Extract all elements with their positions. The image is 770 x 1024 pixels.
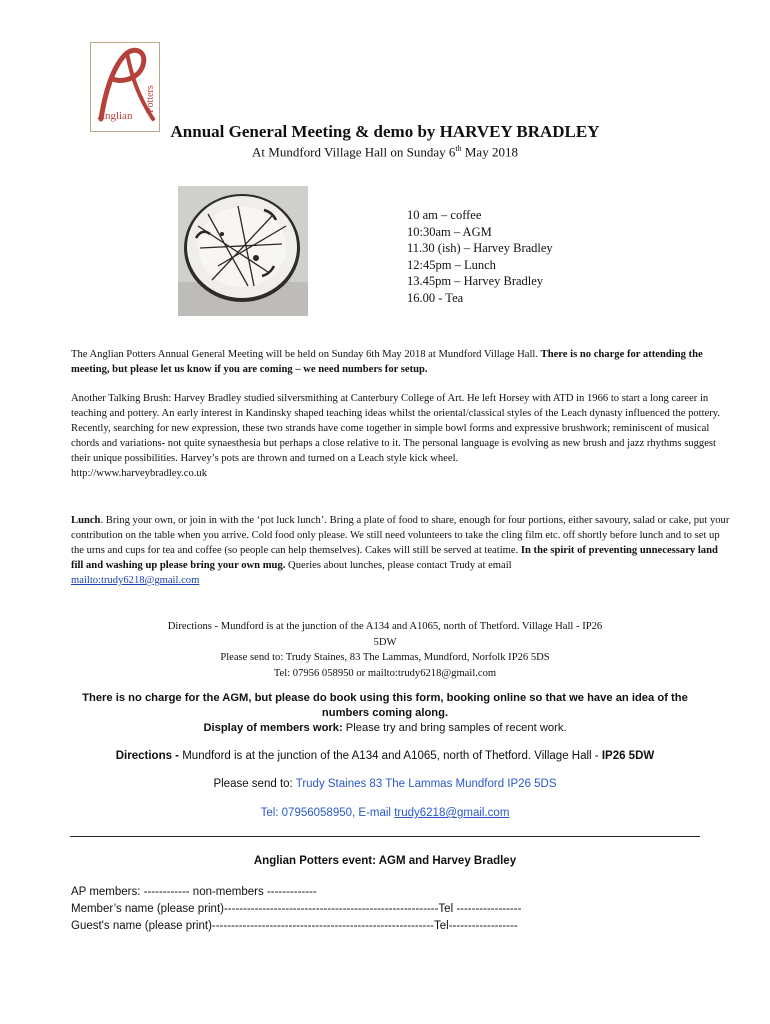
page-subtitle: At Mundford Village Hall on Sunday 6th May 2018: [252, 144, 518, 160]
logo-text-potters: Potters: [145, 85, 156, 113]
lunch-paragraph: Lunch. Bring your own, or join in with the ‘pot luck lunch’. Bring a plate of food to share, enough for four portions, either savoury, salad or cake, put your contribution on the table when you arrive. Cold food only please. We still need volunteers to take the cling film etc. off shortly before lunch and to set up the urns and cups for tea and coffee (so people can help themselves). Cakes will still be served at teatime. In the spirit of preventing unnecessary land fill and washing up please bring your own mug. Queries about lunches, please contact Trudy at email mailto:trudy6218@gmail.com: [71, 515, 730, 586]
directions-block: [100, 619, 670, 681]
anglian-potters-logo: [90, 42, 160, 132]
member-name-field[interactable]: Member’s name (please print)--------------------------------------------------------Tel -----------------: [71, 903, 522, 915]
display-work-line: Display of members work: Please try and bring samples of recent work.: [203, 722, 567, 734]
page-title: Annual General Meeting & demo by HARVEY BRADLEY: [170, 122, 600, 141]
booking-form: [71, 884, 521, 935]
agm-intro-paragraph: The Anglian Potters Annual General Meeting will be held on Sunday 6th May 2018 at Mundford Village Hall. There is no charge for attending the meeting, but please let us know if you are coming – we need numbers for setup.: [71, 349, 703, 375]
send-to-footer: Please send to: Trudy Staines 83 The Lammas Mundford IP26 5DS: [213, 778, 557, 790]
harvey-bradley-bio: Another Talking Brush: Harvey Bradley studied silversmithing at Canterbury College of Art. He left Horsey with ATD in 1966 to start a long career in teaching and pottery. An early interest in Kandinsky shaped teaching ideas whilst the oriental/classical styles of the Leach dynasty influenced the pottery. Recently, searching for new expression, these two strands have come together in simple bowl forms and expressive brushwork; reminiscent of musical chords and variations- not quite synaesthesia but perhaps a close relative to it. The personal language is evolving as new brush and jazz rhythms suggest their unique possibilities. Harvey’s pots are thrown and turned on a Leach style kick wheel. http://www.harveybradley.co.uk: [71, 393, 721, 479]
tel-line: Tel: 07956 058950 or mailto:trudy6218@gmail.com: [273, 667, 497, 679]
schedule-item: 10 am – coffee: [407, 208, 482, 222]
divider: [70, 836, 700, 837]
footer-email-link[interactable]: trudy6218@gmail.com: [394, 807, 510, 819]
booking-notice: [60, 691, 710, 736]
no-charge-notice: There is no charge for the AGM, but please do book using this form, booking online so that we have an idea of the numbers coming along.: [82, 692, 688, 719]
directions-line: Directions - Mundford is at the junction of the A134 and A1065, north of Thetford. Village Hall - IP26: [167, 621, 603, 632]
email-link[interactable]: mailto:trudy6218@gmail.com: [71, 575, 200, 586]
directions-line: 5DW: [373, 636, 397, 648]
logo-text-anglian: Anglian: [97, 110, 133, 122]
guest-name-field[interactable]: Guest's name (please print)----------------------------------------------------------Tel------------------: [71, 920, 518, 932]
schedule-item: 10:30am – AGM: [407, 224, 492, 239]
members-count-field[interactable]: AP members: ------------ non-members -------------: [71, 886, 317, 898]
directions-footer: Directions - Mundford is at the junction of the A134 and A1065, north of Thetford. Village Hall - IP26 5DW: [115, 750, 655, 762]
tel-footer: Tel: 07956058950, E-mail trudy6218@gmail.com: [260, 807, 510, 819]
schedule-item: 13.45pm – Harvey Bradley: [407, 274, 544, 288]
schedule-list: [407, 207, 553, 306]
send-to-line: Please send to: Trudy Staines, 83 The Lammas, Mundford, Norfolk IP26 5DS: [220, 652, 550, 663]
form-title: Anglian Potters event: AGM and Harvey Bradley: [253, 855, 517, 867]
logo-mark-icon: [91, 43, 159, 131]
schedule-item: 12:45pm – Lunch: [407, 257, 496, 272]
schedule-item: 16.00 - Tea: [407, 290, 464, 305]
schedule-item: 11.30 (ish) – Harvey Bradley: [407, 241, 553, 255]
ceramic-bowl-photo: [178, 186, 308, 316]
ceramic-bowl-icon: [178, 186, 308, 316]
bio-website-link[interactable]: http://www.harveybradley.co.uk: [71, 468, 208, 479]
